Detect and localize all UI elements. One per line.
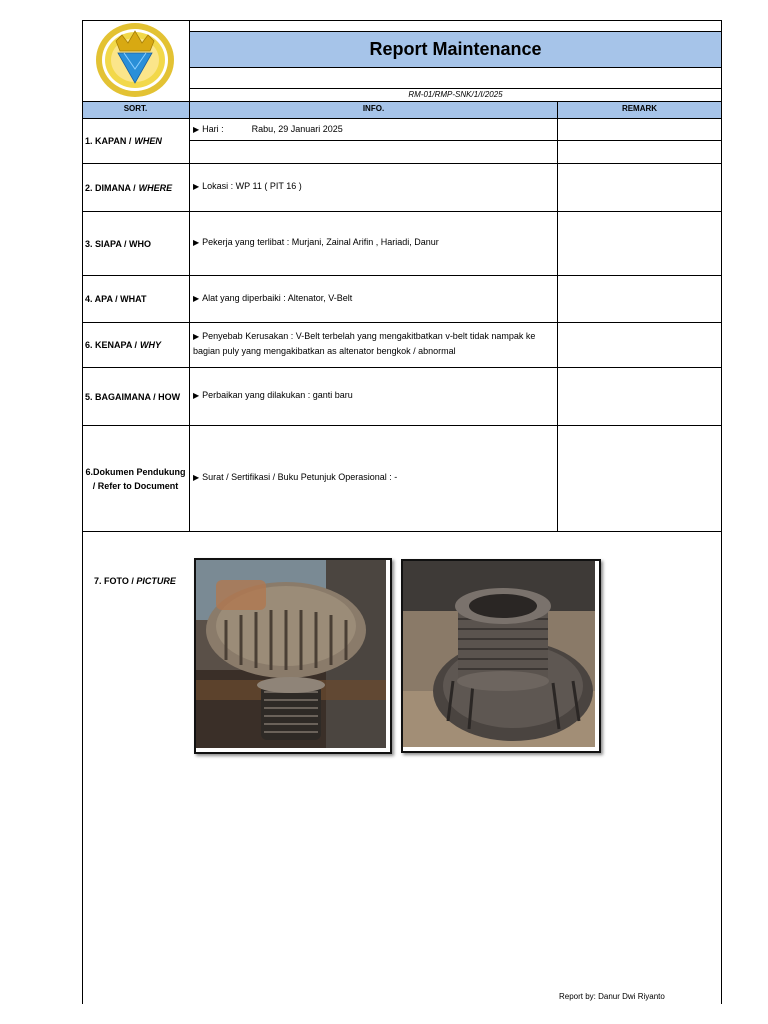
sort-label-how: 5. BAGAIMANA / HOW [85,391,181,402]
bullet-triangle-icon: ▶ [193,391,200,400]
column-header-remark: REMARK [621,104,658,113]
column-header-sort: SORT. [123,104,148,113]
column-header-info: INFO. [362,104,385,113]
info-why-line-2: bagian puly yang mengakibatkan as altenator bengkok / abnormal [193,346,456,356]
sort-label-who: 3. SIAPA / WHO [85,238,152,249]
sort-label-document: 6.Dokumen Pendukung / Refer to Document [85,466,186,491]
info-who: ▶ Pekerja yang terlibat : Murjani, Zainal Arifin , Hariadi, Danur [193,237,439,247]
sort-label-where: 2. DIMANA / WHERE [85,182,173,193]
info-document: ▶ Surat / Sertifikasi / Buku Petunjuk Operasional : - [193,472,398,482]
info-what: ▶ Alat yang diperbaiki : Altenator, V-Belt [193,293,353,303]
bullet-triangle-icon: ▶ [193,125,200,134]
bullet-triangle-icon: ▶ [193,473,200,482]
bullet-triangle-icon: ▶ [193,182,200,191]
info-when: ▶ Hari : Rabu, 29 Januari 2025 [193,124,343,134]
pulley-photo-image [403,561,595,747]
info-why-line-1: ▶ Penyebab Kerusakan : V-Belt terbelah yang mengakitbatkan v-belt tidak nampak ke [193,331,536,341]
bullet-triangle-icon: ▶ [193,238,200,247]
sort-label-what: 4. APA / WHAT [85,294,147,304]
document-number: RM-01/RMP-SNK/1/I/2025 [408,90,503,99]
photo-alternator-side [194,558,392,754]
sort-label-when: 1. KAPAN / WHEN [85,136,162,146]
page-title: Report Maintenance [369,39,542,59]
info-why [190,329,557,359]
alternator-photo-image [196,560,386,748]
photo-section-label: 7. FOTO / PICTURE [94,576,176,586]
info-where: ▶ Lokasi : WP 11 ( PIT 16 ) [193,181,302,191]
photo-pulley-top [401,559,601,753]
bullet-triangle-icon: ▶ [193,332,200,341]
bullet-triangle-icon: ▶ [193,294,200,303]
report-by: Report by: Danur Dwi Riyanto [559,992,665,1001]
sort-label-why: 6. KENAPA / WHY [85,340,162,350]
logo-seal-icon [94,21,176,99]
company-seal-logo [94,21,176,99]
info-how: ▶ Perbaikan yang dilakukan : ganti baru [193,390,353,400]
